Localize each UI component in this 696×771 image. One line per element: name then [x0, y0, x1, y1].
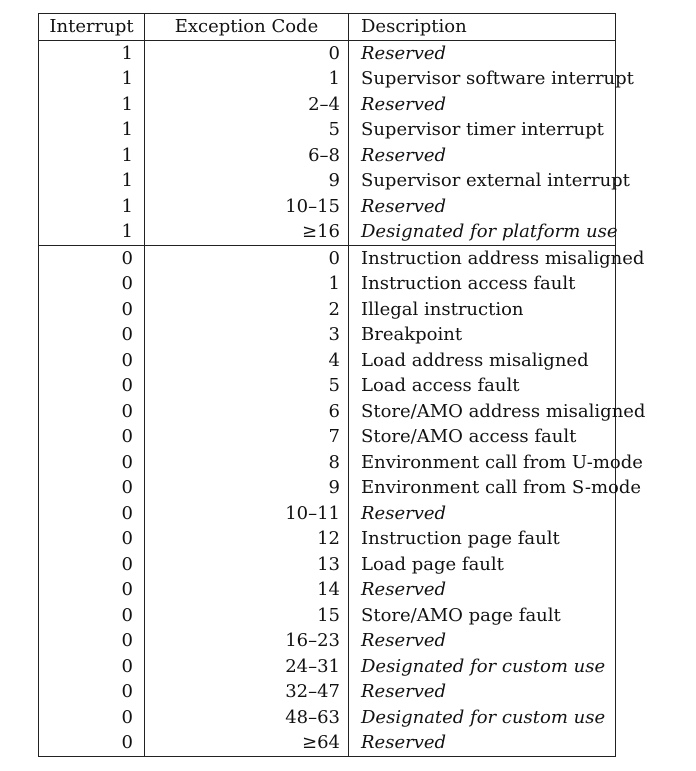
- exception-code-cell: 24–31: [145, 654, 349, 680]
- exception-code-cell: 5: [145, 118, 349, 144]
- exception-code-cell: 4: [145, 348, 349, 374]
- exception-code-cell: 13: [145, 552, 349, 578]
- exception-code-cell: 2–4: [145, 92, 349, 118]
- table-row: [39, 194, 616, 220]
- exception-code-cell: ≥16: [145, 220, 349, 246]
- exception-code-cell: 10–11: [145, 501, 349, 527]
- interrupt-cell: 0: [39, 629, 145, 655]
- exception-code-cell: 32–47: [145, 680, 349, 706]
- description-cell: Load address misaligned: [361, 349, 589, 371]
- exception-code-cell: 8: [145, 450, 349, 476]
- description-cell: Supervisor software interrupt: [361, 68, 634, 90]
- description-cell: Reserved: [361, 732, 447, 754]
- table-row: [39, 578, 616, 604]
- interrupt-cell: 0: [39, 501, 145, 527]
- table-row: [39, 629, 616, 655]
- description-cell: Reserved: [361, 502, 447, 524]
- description-cell: Instruction page fault: [361, 528, 560, 550]
- interrupt-cell: 0: [39, 527, 145, 553]
- description-cell: Breakpoint: [361, 324, 463, 346]
- table-row: [39, 552, 616, 578]
- exception-code-cell: 0: [145, 246, 349, 272]
- description-cell: Illegal instruction: [361, 298, 524, 320]
- interrupt-cell: 0: [39, 323, 145, 349]
- interrupt-cell: 0: [39, 476, 145, 502]
- interrupt-cell: 1: [39, 92, 145, 118]
- table-row: [39, 118, 616, 144]
- table-body: [39, 41, 646, 757]
- interrupt-cell: 0: [39, 272, 145, 298]
- interrupt-cell: 1: [39, 194, 145, 220]
- exception-code-cell: 48–63: [145, 705, 349, 731]
- exception-code-cell: 1: [145, 67, 349, 93]
- description-cell: Instruction access fault: [361, 273, 576, 295]
- table-row: [39, 680, 616, 706]
- header-row: [39, 14, 616, 41]
- exception-code-cell: 9: [145, 169, 349, 195]
- interrupt-cell: 1: [39, 220, 145, 246]
- interrupt-cell: 1: [39, 41, 145, 67]
- description-cell: Reserved: [361, 630, 447, 652]
- table-header: [39, 14, 616, 41]
- interrupt-cell: 0: [39, 603, 145, 629]
- description-cell: Store/AMO access fault: [361, 426, 577, 448]
- description-cell: Instruction address misaligned: [349, 246, 616, 272]
- description-cell: Reserved: [361, 42, 447, 64]
- table-row: [39, 450, 616, 476]
- table-row: [39, 246, 616, 272]
- table-row: [39, 67, 616, 93]
- interrupt-cell: 0: [39, 348, 145, 374]
- description-cell: Supervisor timer interrupt: [361, 119, 604, 141]
- table-row: [39, 501, 616, 527]
- exception-code-cell: 2: [145, 297, 349, 323]
- description-cell: Reserved: [361, 144, 447, 166]
- exception-code-cell: ≥64: [145, 731, 349, 757]
- exception-code-cell: 1: [145, 272, 349, 298]
- interrupt-cell: 0: [39, 731, 145, 757]
- description-cell: Environment call from U-mode: [361, 451, 643, 473]
- interrupt-cell: 1: [39, 118, 145, 144]
- table-row: [39, 374, 616, 400]
- table-row: [39, 603, 616, 629]
- description-cell: Designated for platform use: [361, 221, 618, 243]
- interrupt-cell: 0: [39, 425, 145, 451]
- description-cell: Store/AMO address misaligned: [361, 400, 646, 422]
- table-row: [39, 705, 616, 731]
- exception-code-cell: 14: [145, 578, 349, 604]
- exception-code-cell: 3: [145, 323, 349, 349]
- table-row: [39, 527, 616, 553]
- table-row: [39, 169, 616, 195]
- table-row: [39, 425, 616, 451]
- exception-code-cell: 15: [145, 603, 349, 629]
- exception-code-cell: 0: [145, 41, 349, 67]
- description-cell: Load page fault: [361, 553, 504, 575]
- table-row: [39, 476, 616, 502]
- exception-code-table: [38, 13, 646, 757]
- table-row: [39, 92, 616, 118]
- description-cell: Reserved: [361, 195, 447, 217]
- table-row: [39, 297, 616, 323]
- exception-code-cell: 10–15: [145, 194, 349, 220]
- description-cell: Reserved: [361, 579, 447, 601]
- exception-code-cell: 12: [145, 527, 349, 553]
- header-description: Description: [349, 14, 616, 41]
- interrupt-cell: 1: [39, 143, 145, 169]
- table-row: [39, 654, 616, 680]
- exception-code-cell: 6–8: [145, 143, 349, 169]
- header-interrupt: Interrupt: [39, 14, 145, 41]
- exception-code-cell: 5: [145, 374, 349, 400]
- table-row: [39, 220, 616, 246]
- table-row: [39, 143, 616, 169]
- table-row: [39, 272, 616, 298]
- table-row: [39, 399, 616, 425]
- description-cell: Reserved: [361, 681, 447, 703]
- interrupt-cell: 0: [39, 705, 145, 731]
- exception-code-cell: 16–23: [145, 629, 349, 655]
- interrupt-cell: 0: [39, 552, 145, 578]
- description-cell: Store/AMO page fault: [361, 604, 561, 626]
- interrupt-cell: 1: [39, 169, 145, 195]
- table-row: [39, 348, 616, 374]
- interrupt-cell: 0: [39, 297, 145, 323]
- table-row: [39, 41, 616, 67]
- table-row: [39, 731, 616, 757]
- description-cell: Reserved: [361, 93, 447, 115]
- exception-code-cell: 7: [145, 425, 349, 451]
- description-cell: Environment call from S-mode: [361, 477, 642, 499]
- description-cell: Designated for custom use: [361, 655, 606, 677]
- description-cell: Supervisor external interrupt: [361, 170, 630, 192]
- interrupt-cell: 0: [39, 374, 145, 400]
- exception-code-cell: 6: [145, 399, 349, 425]
- interrupt-cell: 0: [39, 578, 145, 604]
- interrupt-cell: 0: [39, 399, 145, 425]
- header-exception-code: Exception Code: [145, 14, 349, 41]
- description-cell: Load access fault: [361, 375, 520, 397]
- exception-code-cell: 9: [145, 476, 349, 502]
- interrupt-cell: 0: [39, 654, 145, 680]
- interrupt-cell: 0: [39, 680, 145, 706]
- interrupt-cell: 1: [39, 67, 145, 93]
- interrupt-cell: 0: [39, 246, 145, 272]
- description-cell: Designated for custom use: [361, 706, 606, 728]
- interrupt-cell: 0: [39, 450, 145, 476]
- table-row: [39, 323, 616, 349]
